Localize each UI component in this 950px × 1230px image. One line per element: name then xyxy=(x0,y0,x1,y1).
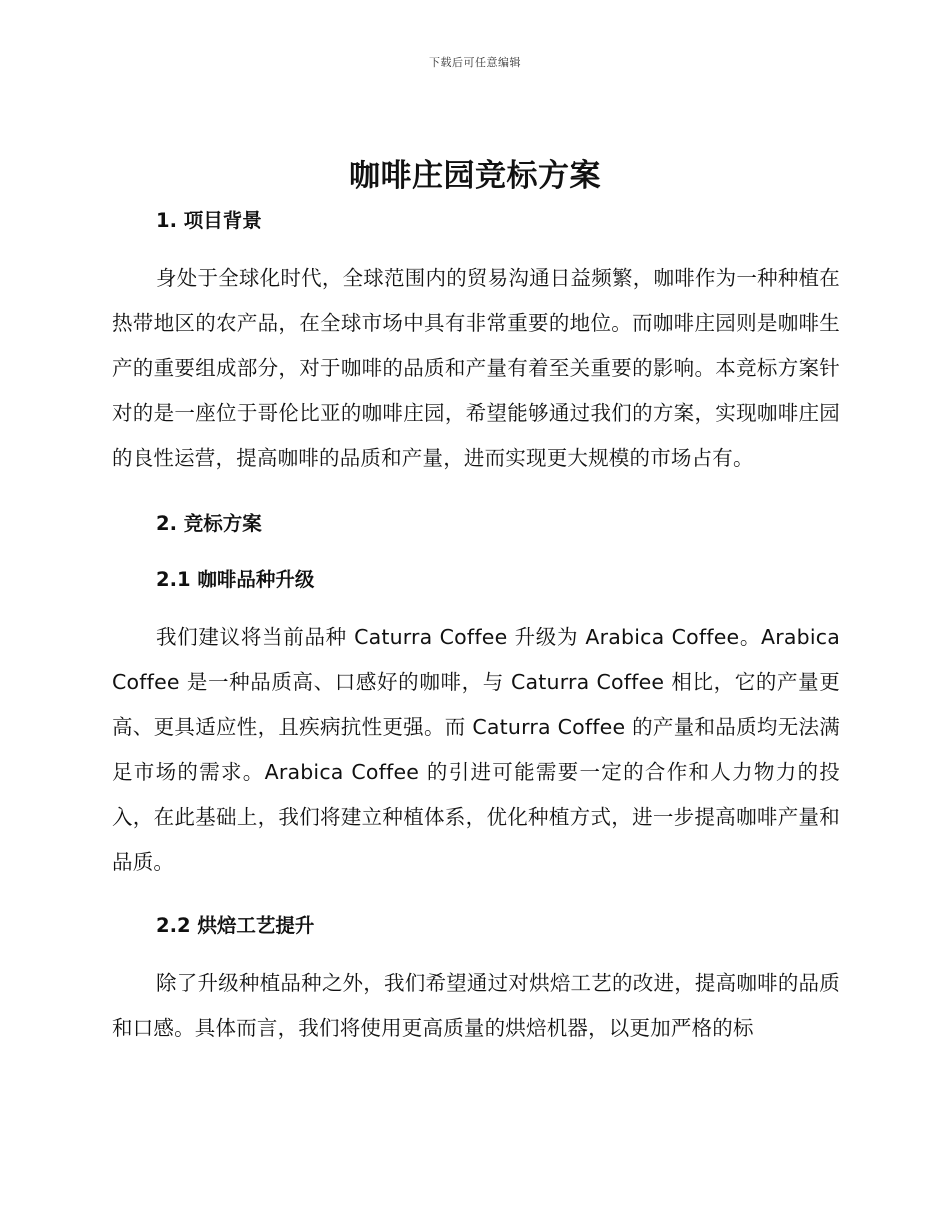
section-heading-variety-upgrade: 2.1 咖啡品种升级 xyxy=(156,568,315,591)
header-note: 下载后可任意编辑 xyxy=(429,56,521,69)
section-heading-project-background: 1. 项目背景 xyxy=(156,209,262,232)
paragraph-variety-upgrade: 我们建议将当前品种 Caturra Coffee 升级为 Arabica Coffee。Arabica Coffee 是一种品质高、口感好的咖啡，与 Caturra Coffee 相比，它的产量更高、更具适应性，且疾病抗性更强。而 Caturra Coffee 的产量和品质均无法满足市场的需求。Arabica Coffee 的引进可能需要一定的合作和人力物力的投入，在此基础上，我们将建立种植体系，优化种植方式，进一步提高咖啡产量和品质。 xyxy=(112,625,840,874)
document-body xyxy=(112,200,840,1051)
section-heading-roasting-upgrade: 2.2 烘焙工艺提升 xyxy=(156,914,315,937)
document-title: 咖啡庄园竞标方案 xyxy=(349,158,601,194)
paragraph-project-background: 身处于全球化时代，全球范围内的贸易沟通日益频繁，咖啡作为一种种植在热带地区的农产品，在全球市场中具有非常重要的地位。而咖啡庄园则是咖啡生产的重要组成部分，对于咖啡的品质和产量有着至关重要的影响。本竞标方案针对的是一座位于哥伦比亚的咖啡庄园，希望能够通过我们的方案，实现咖啡庄园的良性运营，提高咖啡的品质和产量，进而实现更大规模的市场占有。 xyxy=(112,266,840,470)
section-heading-bid-plan: 2. 竞标方案 xyxy=(156,512,262,535)
paragraph-roasting-upgrade: 除了升级种植品种之外，我们希望通过对烘焙工艺的改进，提高咖啡的品质和口感。具体而言，我们将使用更高质量的烘焙机器，以更加严格的标 xyxy=(112,971,840,1040)
